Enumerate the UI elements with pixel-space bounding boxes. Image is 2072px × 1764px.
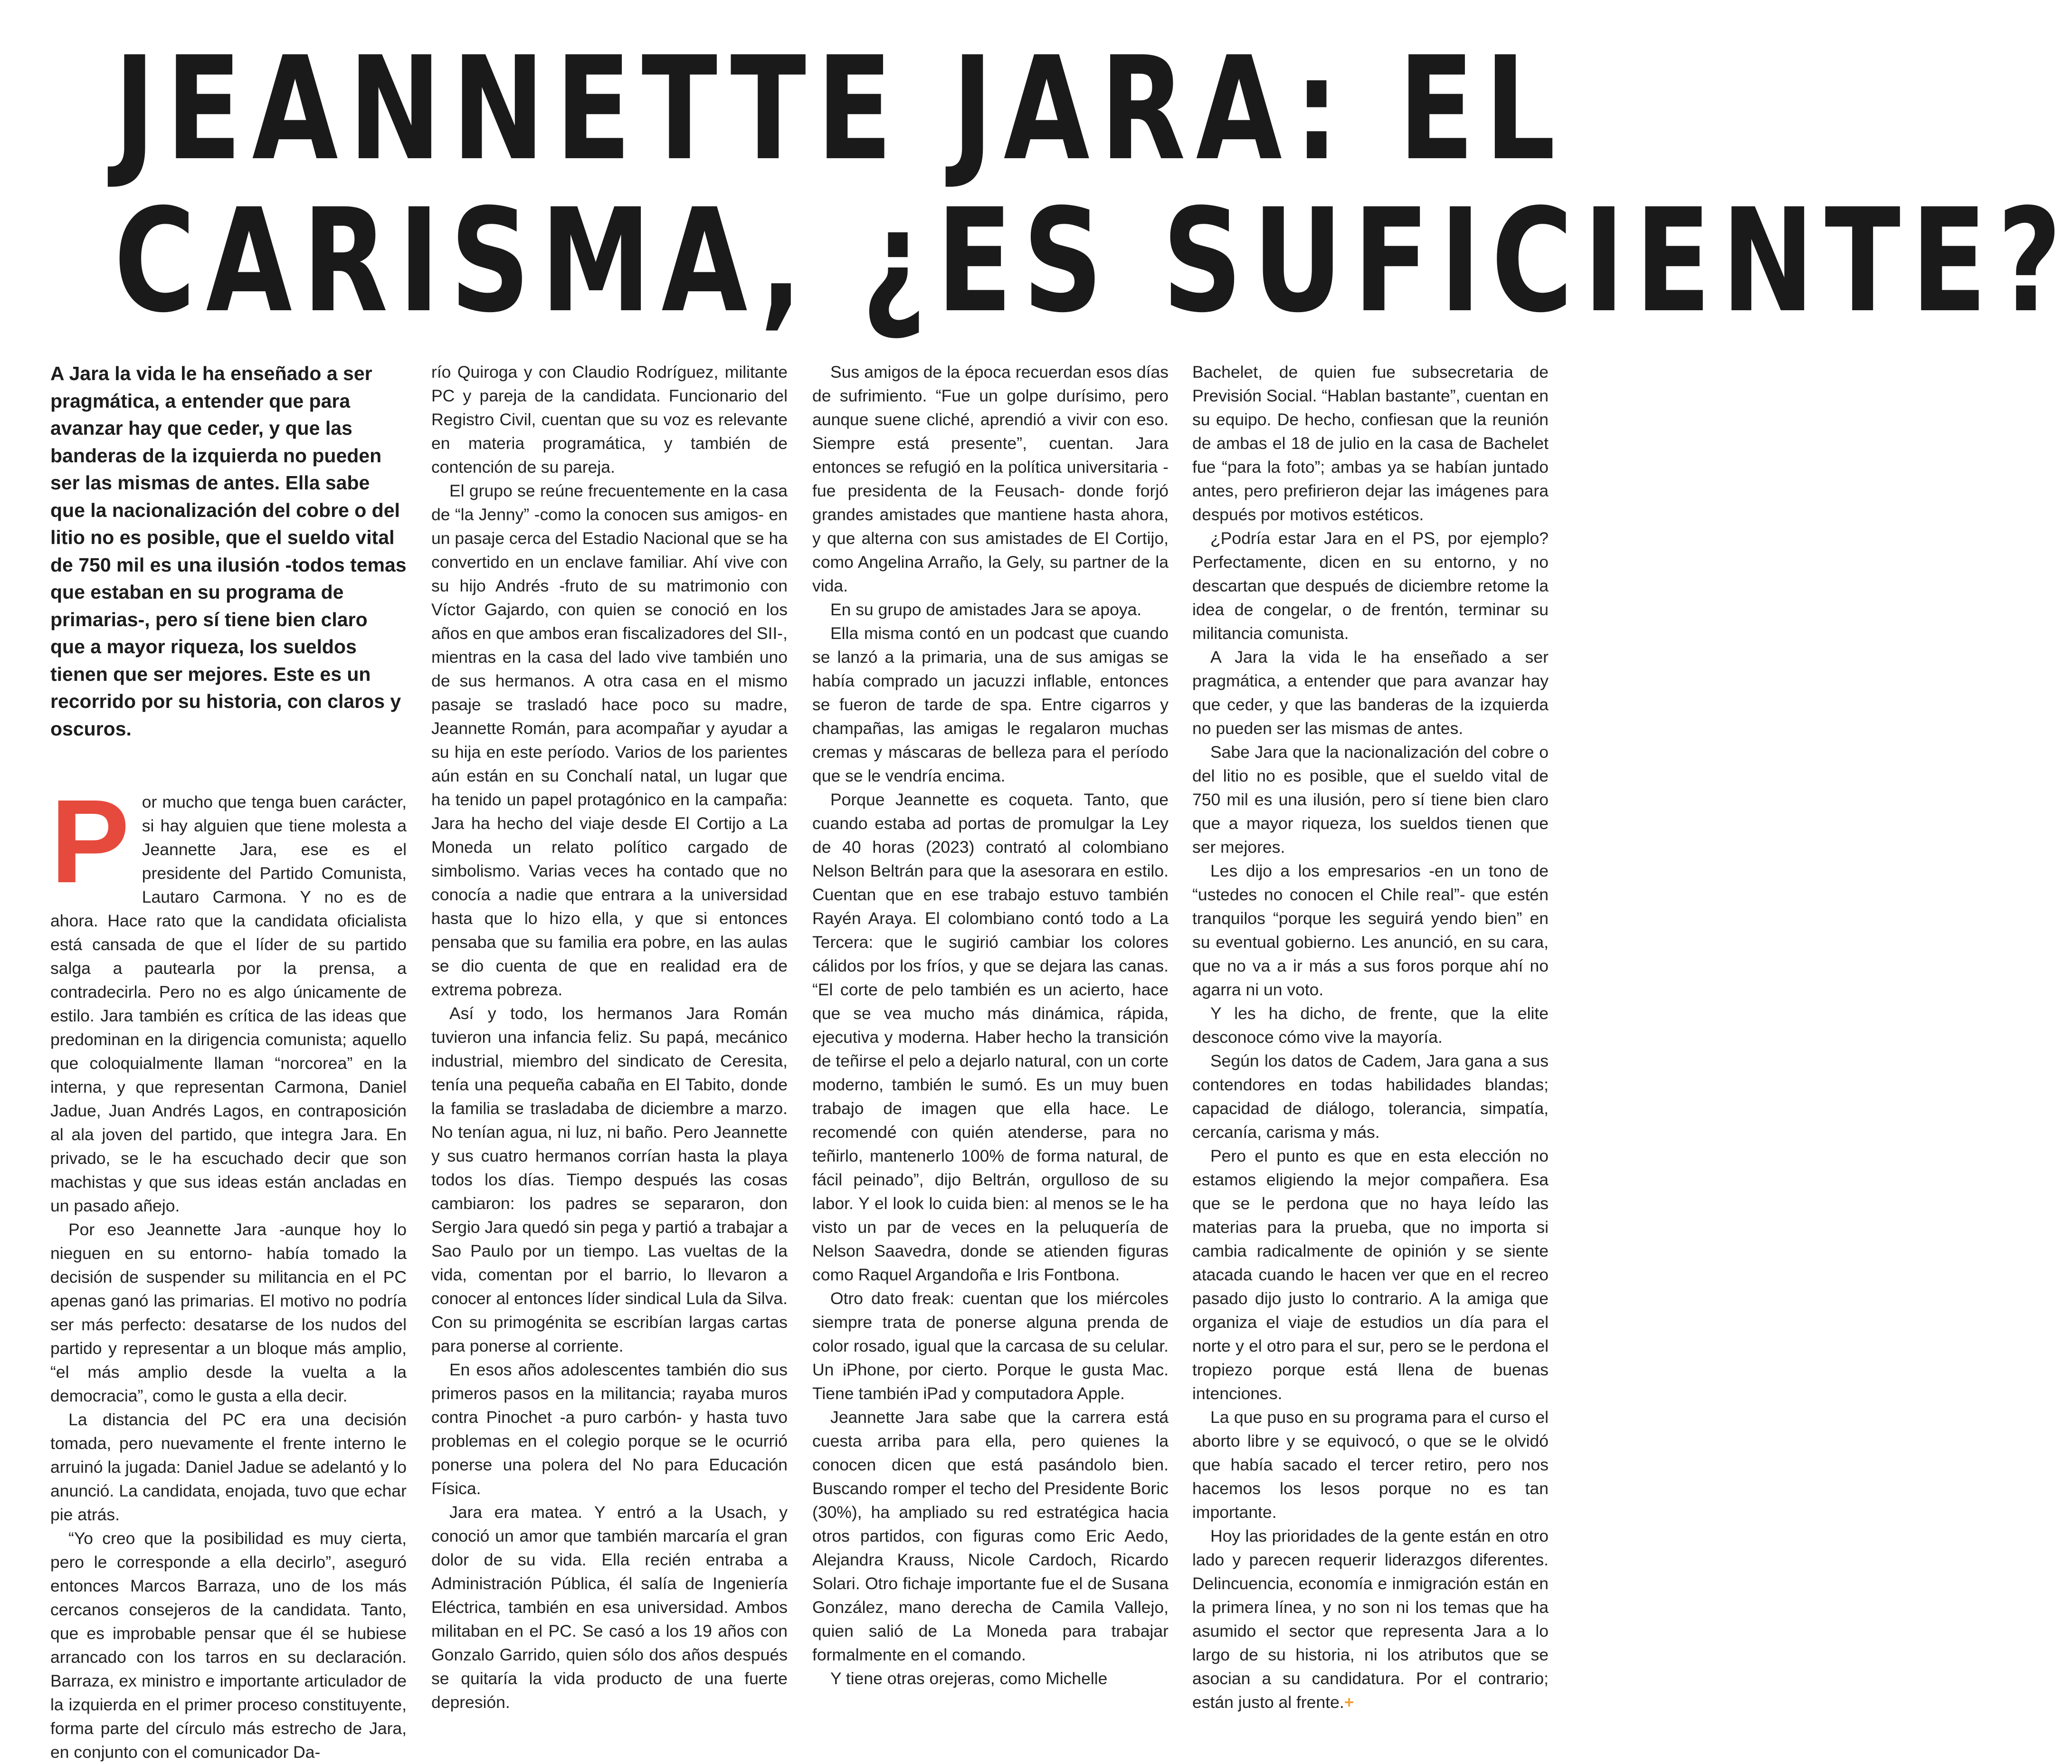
paragraph-text: or mucho que tenga buen carácter, si hay alguien que tiene molesta a Jeannette Jara, ese es el presidente del Partido Comunista, Lautaro Carmona. Y no es de ahora. Hace rato que la candidata oficialista está cansada de que el líder de su partido salga a pautearla por la prensa, a contradecirla. Pero no es algo únicamente de estilo. Jara también es crítica de las ideas que predominan en la dirigencia comunista; aquello que coloquialmente llaman “norcorea” en la interna, y que representan Carmona, Daniel Jadue, Juan Andrés Lagos, en contraposición al ala joven del partido, que integra Jara. En privado, se le ha escuchado decir que son machistas y que sus ideas están ancladas en un pasado añejo.: [50, 792, 407, 1215]
paragraph: ¿Podría estar Jara en el PS, por ejemplo? Perfectamente, dicen en su entorno, y no descartan que después de diciembre retome la idea de congelar, o de frentón, terminar su militancia comunista.: [1192, 529, 1549, 643]
end-mark: +: [1344, 1693, 1354, 1712]
paragraph: La que puso en su programa para el curso el aborto libre y se equivocó, o que se le olvidó que había sacado el tercer retiro, pero nos hacemos los lesos porque no es tan importante.: [1192, 1408, 1549, 1522]
paragraph-text: Hoy las prioridades de la gente están en otro lado y parecen requerir liderazgos diferentes. Delincuencia, economía e inmigración están en la primera línea, y no son ni los temas que ha asumido el sector que representa Jara a lo largo de su historia, ni los atributos que se asocian a su candidatura. Por el contrario; están justo al frente.: [1192, 1526, 1549, 1712]
headline-line-2: CARISMA, ¿ES SUFICIENTE?: [114, 178, 2072, 344]
paragraph: A Jara la vida le ha enseñado a ser pragmática, a entender que para avanzar hay que ceder, y que las banderas de la izquierda no pueden ser las mismas de antes.: [1192, 648, 1549, 738]
paragraph: río Quiroga y con Claudio Rodríguez, militante PC y pareja de la candidata. Funcionario del Registro Civil, cuentan que su voz es relevante en materia programática, y también de contención de su pareja.: [431, 362, 788, 477]
paragraph: Pero el punto es que en esta elección no estamos eligiendo la mejor compañera. Esa que se le perdona que no haya leído las materias para la prueba, que no importa si cambia radicalmente de opinión y se siente atacada cuando le hacen ver que en el recreo pasado dijo justo lo contrario. A la amiga que organiza el viaje de estudios un día para el norte y el otro para el sur, pero se le perdona el tropiezo porque está llena de buenas intenciones.: [1192, 1146, 1549, 1403]
paragraph: El grupo se reúne frecuentemente en la casa de “la Jenny” -como la conocen sus amigos- en un pasaje cerca del Estadio Nacional que se ha convertido en un enclave familiar. Ahí vive con su hijo Andrés -fruto de su matrimonio con Víctor Gajardo, con quien se conoció en los años en que ambos eran fiscalizadores del SII-, mientras en la casa del lado vive también uno de sus hermanos. A otra casa en el mismo pasaje se trasladó hace poco su madre, Jeannette Román, para acompañar y ayudar a su hija en este período. Varios de los parientes aún están en su Conchalí natal, un lugar que ha tenido un papel protagónico en la campaña: Jara ha hecho del viaje desde El Cortijo a La Moneda un relato político cargado de simbolismo. Varias veces ha contado que no conocía a nadie que entrara a la universidad hasta que lo hizo ella, y que si entonces pensaba que su familia era pobre, en las aulas se dio cuenta de que en realidad era de extrema pobreza.: [431, 481, 788, 999]
paragraph: Sus amigos de la época recuerdan esos días de sufrimiento. “Fue un golpe durísimo, pero aunque suene cliché, aprendió a vivir con eso. Siempre está presente”, cuentan. Jara entonces se refugió en la política universitaria -fue presidenta de la Feusach- donde forjó grandes amistades que mantiene hasta ahora, y que alterna con sus amistades de El Cortijo, como Angelina Arraño, la Gely, su partner de la vida.: [812, 362, 1169, 595]
paragraph: [50, 775, 407, 1218]
drop-cap: P: [50, 775, 130, 907]
paragraph: “Yo creo que la posibilidad es muy cierta, pero le corresponde a ella decirlo”, aseguró entonces Marcos Barraza, uno de los más cercanos consejeros de la candidata. Tanto, que es improbable pensar que él se hubiese arrancado con los tarros en su declaración. Barraza, ex ministro e importante articulador de la izquierda en el primer proceso constituyente, forma parte del círculo más estrecho de Jara, en conjunto con el comunicador Da-: [50, 1529, 407, 1762]
paragraph: Jara era matea. Y entró a la Usach, y conoció un amor que también marcaría el gran dolor de su vida. Ella recién entraba a Administración Pública, él salía de Ingeniería Eléctrica, también en esa universidad. Ambos militaban en el PC. Se casó a los 19 años con Gonzalo Garrido, quien sólo dos años después se quitaría la vida producto de una fuerte depresión.: [431, 1503, 788, 1712]
paragraph: Les dijo a los empresarios -en un tono de “ustedes no conocen el Chile real”- que estén tranquilos “porque les seguirá yendo bien” en su eventual gobierno. Les anunció, en su cara, que no va a ir más a sus foros porque ahí no agarra ni un voto.: [1192, 861, 1549, 999]
paragraph: Bachelet, de quien fue subsecretaria de Previsión Social. “Hablan bastante”, cuentan en su equipo. De hecho, confiesan que la reunión de ambas el 18 de julio en la casa de Bachelet fue “para la foto”; ambas ya se habían juntado antes, pero prefirieron dejar las imágenes para después por motivos estéticos.: [1192, 362, 1549, 524]
paragraph: En esos años adolescentes también dio sus primeros pasos en la militancia; rayaba muros contra Pinochet -a puro carbón- y hasta tuvo problemas en el colegio porque se le ocurrió ponerse una polera del No para Educación Física.: [431, 1360, 788, 1498]
paragraph: Por eso Jeannette Jara -aunque hoy lo nieguen en su entorno- había tomado la decisión de suspender su militancia en el PC apenas ganó las primarias. El motivo no podría ser más perfecto: desatarse de los nudos del partido y representar a un bloque más amplio, “el más amplio desde la vuelta a la democracia”, como le gusta a ella decir.: [50, 1220, 407, 1405]
paragraph: Sabe Jara que la nacionalización del cobre o del litio no es posible, que el sueldo vital de 750 mil es una ilusión, pero sí tiene bien claro que a mayor riqueza, los sueldos tienen que ser mejores.: [1192, 743, 1549, 857]
paragraph: Y tiene otras orejeras, como Michelle: [830, 1669, 1108, 1688]
article-column-4: [1192, 360, 1549, 1738]
paragraph: Y les ha dicho, de frente, que la elite desconoce cómo vive la mayoría.: [1192, 1004, 1549, 1047]
paragraph: Otro dato freak: cuentan que los miércoles siempre trata de ponerse alguna prenda de color rosado, igual que la carcasa de su celular. Un iPhone, por cierto. Porque le gusta Mac. Tiene también iPad y computadora Apple.: [812, 1289, 1169, 1403]
headline: [114, 26, 2072, 344]
paragraph: Según los datos de Cadem, Jara gana a sus contendores en todas habilidades blandas; capacidad de diálogo, tolerancia, simpatía, cercanía, carisma y más.: [1192, 1051, 1549, 1142]
headline-line-1: JEANNETTE JARA: EL: [114, 26, 1566, 192]
paragraph: Jeannette Jara sabe que la carrera está cuesta arriba para ella, pero quienes la conocen dicen que está pasándolo bien. Buscando romper el techo del Presidente Boric (30%), ha ampliado su red estratégica hacia otros partidos, con figuras como Eric Aedo, Alejandra Krauss, Nicole Cardoch, Ricardo Solari. Otro fichaje importante fue el de Susana González, mano derecha de Camila Vallejo, quien salió de La Moneda para trabajar formalmente en el comando.: [812, 1408, 1169, 1664]
paragraph: [1192, 1524, 1549, 1714]
paragraph: Porque Jeannette es coqueta. Tanto, que cuando estaba ad portas de promulgar la Ley de 40 horas (2023) contrató al colombiano Nelson Beltrán para que la asesorara en estilo. Cuentan que en ese trabajo estuvo también Rayén Araya. El colombiano contó todo a La Tercera: que le sugirió cambiar los colores cálidos por los fríos, y que se dejara las canas. “El corte de pelo también es un acierto, hace que se vea mucho más dinámica, rápida, ejecutiva y moderna. Haber hecho la transición de teñirse el pelo a dejarlo natural, con un corte moderno, también le sumó. Es un muy buen trabajo de imagen que ella hace. Le recomendé con quién atenderse, para no teñirlo, mantenerlo 100% de forma natural, de fácil peinado”, dijo Beltrán, orgulloso de su labor. Y el look lo cuida bien: al menos se le ha visto un par de veces en la peluquería de Nelson Saavedra, donde se atienden figuras como Raquel Argandoña e Iris Fontbona.: [812, 790, 1169, 1284]
article-column-1: [50, 360, 407, 1762]
lede: A Jara la vida le ha enseñado a ser pragmática, a entender que para avanzar hay que ceder, y que las banderas de la izquierda no pueden ser las mismas de antes. Ella sabe que la nacionalización del cobre o del litio no es posible, que el sueldo vital de 750 mil es una ilusión -todos temas que estaban en su programa de primarias-, pero sí tiene bien claro que a mayor riqueza, los sueldos tienen que ser mejores. Este es un recorrido por su historia, con claros y oscuros.: [50, 362, 407, 740]
article-column-3: [812, 360, 1169, 1738]
article-column-2: [431, 360, 788, 1738]
paragraph: Ella misma contó en un podcast que cuando se lanzó a la primaria, una de sus amigas se había comprado un jacuzzi inflable, entonces se fueron de tarde de spa. Entre cigarros y champañas, las amigas le regalaron muchas cremas y máscaras de belleza para el período que se le vendría encima.: [812, 624, 1169, 785]
paragraph: La distancia del PC era una decisión tomada, pero nuevamente el frente interno le arruinó la jugada: Daniel Jadue se adelantó y lo anunció. La candidata, enojada, tuvo que echar pie atrás.: [50, 1410, 407, 1524]
paragraph: Así y todo, los hermanos Jara Román tuvieron una infancia feliz. Su papá, mecánico industrial, miembro del sindicato de Ceresita, tenía una pequeña cabaña en El Tabito, donde la familia se trasladaba de diciembre a marzo. No tenían agua, ni luz, ni baño. Pero Jeannette y sus cuatro hermanos corrían hasta la playa todos los días. Tiempo después las cosas cambiaron: los padres se separaron, don Sergio Jara quedó sin pega y partió a trabajar a Sao Paulo por un tiempo. Las vueltas de la vida, comentan por el barrio, lo llevaron a conocer al entonces líder sindical Lula da Silva. Con su primogénita se escribían largas cartas para ponerse al corriente.: [431, 1004, 788, 1355]
paragraph: En su grupo de amistades Jara se apoya.: [830, 600, 1142, 619]
